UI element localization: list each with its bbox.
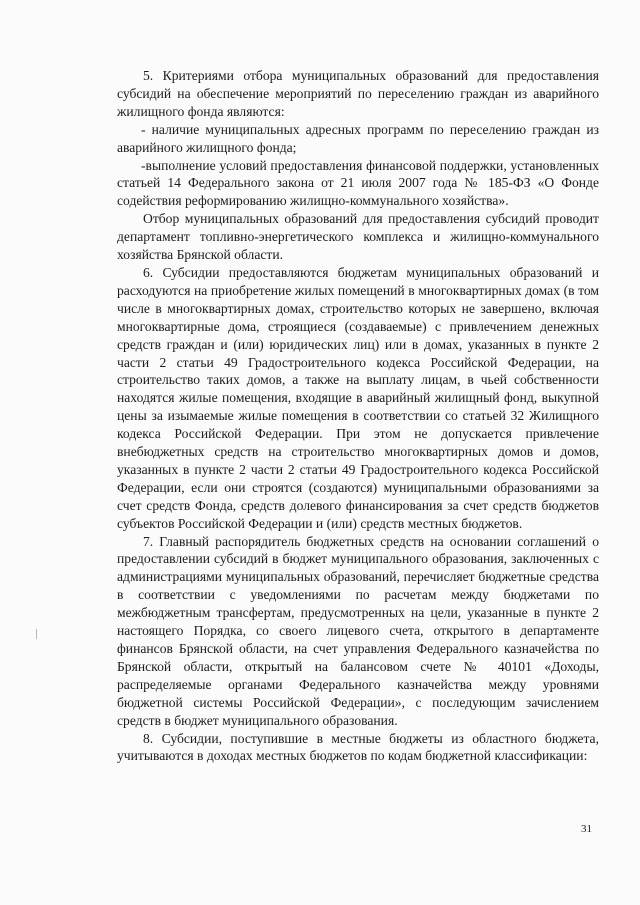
document-body [117,67,599,765]
paragraph-criteria: 5. Критериями отбора муниципальных образований для предоставления субсидий на обеспечение мероприятий по переселению граждан из аварийного жилищного фонда являются: [117,68,599,119]
page-number: 31 [581,823,592,835]
paragraph-subsidy-usage: 6. Субсидии предоставляются бюджетам муниципальных образований и расходуются на приобретение жилых помещений в многоквартирных домах (в том числе в многоквартирных домах, строительство которых не завершено, включая многоквартирные дома, строящиеся (создаваемые) с привлечением денежных средств граждан и (или) юридических лиц) или в домах, указанных в пункте 2 части 2 статьи 49 Градостроительного кодекса Российской Федерации, на строительство таких домов, а также на выплату лицам, в чьей собственности находятся жилые помещения, входящие в аварийный жилищный фонд, выкупной цены за изымаемые жилые помещения в соответствии со статьей 32 Жилищного кодекса Российской Федерации. При этом не допускается привлечение внебюджетных средств на строительство многоквартирных домов и домов, указанных в пункте 2 части 2 статьи 49 Градостроительного кодекса Российской Федерации, если они строятся (создаются) муниципальными образованиями за счет средств Фонда, средств долевого финансирования за счет средств бюджетов субъектов Российской Федерации и (или) средств местных бюджетов. [117,264,599,531]
paragraph-selection-authority: Отбор муниципальных образований для предоставления субсидий проводит департамент топливно-энергетического комплекса и жилищно-коммунального хозяйства Брянской области. [117,211,599,263]
paragraph-budget-accounting: 8. Субсидии, поступившие в местные бюджеты из областного бюджета, учитываются в доходах местных бюджетов по кодам бюджетной классификации: [117,730,599,764]
paragraph-criteria-item-conditions: -выполнение условий предоставления финансовой поддержки, установленных статьей 14 Федерального закона от 21 июля 2007 года № 185-ФЗ «О Фонде содействия реформированию жилищно-коммунального хозяйства». [117,157,599,209]
scan-margin-mark [36,629,37,639]
paragraph-criteria-item-programs: - наличие муниципальных адресных программ по переселению граждан из аварийного жилищного фонда; [117,121,599,155]
paragraph-fund-transfer: 7. Главный распорядитель бюджетных средств на основании соглашений о предоставлении субсидий в бюджет муниципального образования, заключенных с администрациями муниципальных образований, перечисляет бюджетные средства в соответствии с уведомлениями по расчетам между бюджетами по межбюджетным трансфертам, предусмотренных на цели, указанные в пункте 2 настоящего Порядка, со своего лицевого счета, открытого в департаменте финансов Брянской области, на счет управления Федерального казначейства по Брянской области, открытый на балансовом счете № 40101 «Доходы, распределяемые органами Федерального казначейства между уровнями бюджетной системы Российской Федерации», с последующим зачислением средств в бюджет муниципального образования. [117,533,599,728]
